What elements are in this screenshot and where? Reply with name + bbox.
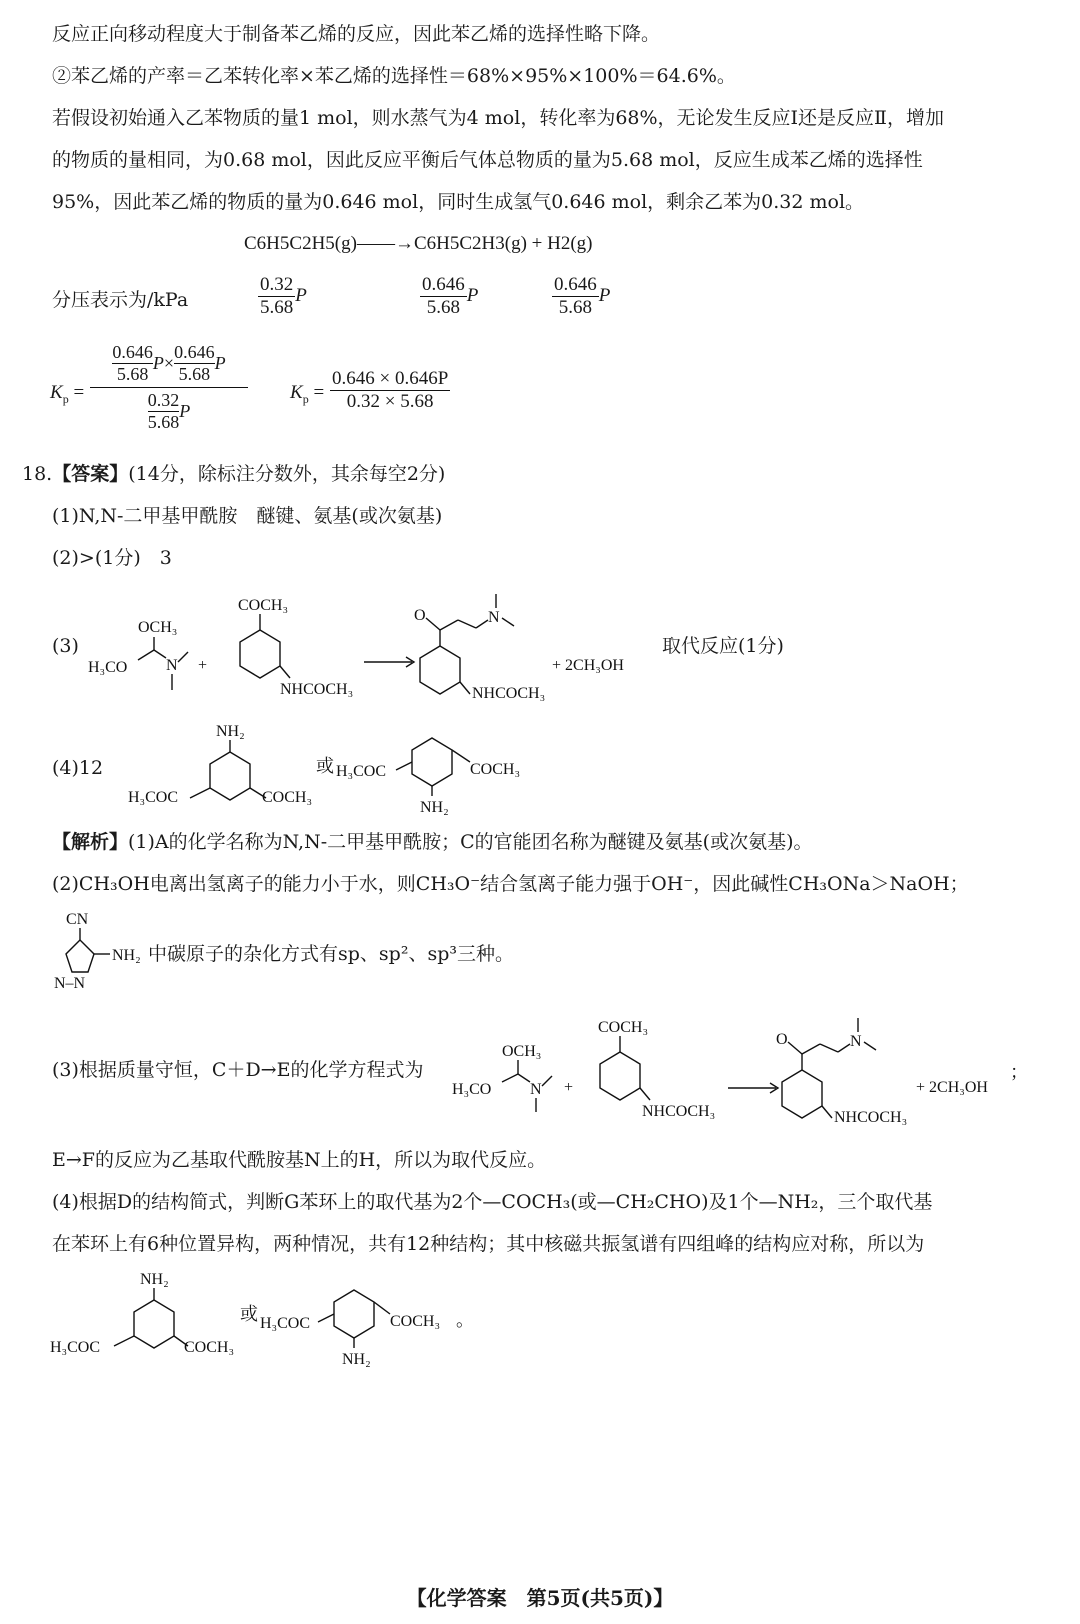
chem-n: N — [166, 657, 178, 674]
analysis-line-1: 【解析】(1)A的化学名称为N,N-二甲基甲酰胺；C的官能团名称为醚键及氨基(或次氨基)。 — [52, 831, 813, 853]
chem-o: O — [414, 607, 426, 624]
q18-answer-2: (2)>(1分) 3 — [52, 547, 172, 569]
reaction-equation — [244, 232, 593, 256]
answer-4-structures — [120, 718, 540, 818]
q18-answer-3-label: (3) — [52, 635, 79, 657]
chem-nh2: NH₂ — [216, 723, 245, 740]
pp1-p: P — [295, 284, 307, 306]
q18-answer-3-type: 取代反应(1分) — [662, 635, 784, 657]
kp-label-2: $K_p$ = — [290, 382, 325, 406]
chem-n-a: N — [530, 1081, 542, 1098]
chem-methanol-a: + 2CH₃OH — [916, 1079, 988, 1096]
reaction-scheme-analysis — [450, 1012, 1030, 1142]
chem-h3co: H₃CO — [88, 659, 128, 676]
chem-coch3: COCH₃ — [238, 597, 289, 614]
para-line-4: 的物质的量相同，为0.68 mol，因此反应平衡后气体总物质的量为5.68 mol，反应生成苯乙烯的选择性 — [52, 149, 923, 171]
pp1-num: 0.32 — [260, 274, 294, 295]
q18-header: 18.【答案】(14分，除标注分数外，其余每空2分) — [22, 463, 446, 485]
analysis-line-6: (4)根据D的结构简式，判断G苯环上的取代基为2个—COCH₃(或—CH₂CHO)及1个—NH₂，三个取代基 — [52, 1191, 933, 1213]
kp-label: $K_p$ = — [50, 382, 85, 406]
chem-cn: CN — [66, 911, 89, 928]
pp3-num: 0.646 — [554, 274, 597, 295]
pp2-den: 5.68 — [426, 297, 460, 318]
chem-och3: OCH₃ — [138, 619, 178, 636]
chem-nn: N–N — [54, 975, 86, 992]
pp2-num: 0.646 — [422, 274, 465, 295]
chem-coch3-s2: COCH₃ — [470, 761, 521, 778]
para-line-5: 95%，因此苯乙烯的物质的量为0.646 mol，同时生成氢气0.646 mol，剩余乙苯为0.32 mol。 — [52, 191, 865, 213]
q18-answer-1: (1)N,N-二甲基甲酰胺 醚键、氨基(或次氨基) — [52, 505, 443, 527]
chem-nh2-s2: NH₂ — [420, 799, 449, 816]
chem-o-a: O — [776, 1031, 788, 1048]
pp-fraction-3 — [552, 274, 610, 319]
analysis-4-structures — [44, 1262, 484, 1372]
pyrazole-structure — [50, 906, 150, 996]
kp-rhs-num: 0.646 × 0.646P — [332, 368, 449, 389]
reaction-scheme-answer — [80, 590, 660, 720]
chem-nhcoch3-product: NHCOCH₃ — [472, 685, 546, 702]
eq-reactant: C6H5C2H5(g) — [244, 233, 357, 254]
pp3-p: P — [598, 284, 611, 306]
q18-answer-4-or: 或 — [316, 756, 334, 777]
chem-coch3-a: COCH₃ — [598, 1019, 649, 1036]
analysis-line-7: 在苯环上有6种位置异构，两种情况，共有12种结构；其中核磁共振氢谱有四组峰的结构应对称，所以为 — [52, 1233, 925, 1255]
eq-product: C6H5C2H3(g) + H2(g) — [413, 233, 593, 254]
eq-arrow: ——→ — [356, 233, 414, 254]
pp1-den: 5.68 — [260, 297, 294, 318]
kp-compound-fraction: 0.646 5.68 P × $\frac{0.646}{5.68}$ P 0.32 5.68 P — [90, 342, 248, 433]
analysis-line-5: E→F的反应为乙基取代酰胺基N上的H，所以为取代反应。 — [52, 1149, 547, 1171]
analysis-line-8-or: 或 — [240, 1304, 258, 1325]
chem-n-product: N — [488, 609, 500, 626]
chem-h3co-a: H₃CO — [452, 1081, 492, 1098]
chem-och3-a: OCH₃ — [502, 1043, 542, 1060]
pp-fraction-1 — [258, 274, 307, 319]
kp-rhs-den: 0.32 × 5.68 — [330, 390, 450, 413]
kp-rhs-fraction — [330, 368, 450, 413]
chem-nh2-b2: NH₂ — [342, 1351, 371, 1368]
chem-nhcoch3: NHCOCH₃ — [280, 681, 354, 698]
chem-methanol: + 2CH₃OH — [552, 657, 624, 674]
chem-plus: + — [198, 657, 208, 674]
analysis-line-8-end: 。 — [456, 1310, 474, 1331]
para-line-1: 反应正向移动程度大于制备苯乙烯的反应，因此苯乙烯的选择性略下降。 — [52, 23, 661, 45]
chem-nhcoch3-product-a: NHCOCH₃ — [834, 1109, 908, 1126]
chem-coch3-b2: COCH₃ — [390, 1313, 441, 1330]
pp3-den: 5.68 — [558, 297, 592, 318]
partial-pressure-label: 分压表示为/kPa — [52, 289, 189, 311]
para-line-3: 若假设初始通入乙苯物质的量1 mol，则水蒸气为4 mol，转化率为68%，无论发生反应Ⅰ还是反应Ⅱ，增加 — [52, 107, 944, 129]
chem-coch3-b1: COCH₃ — [184, 1339, 235, 1356]
para-line-2: ②苯乙烯的产率＝乙苯转化率×苯乙烯的选择性＝68%×95%×100%＝64.6%。 — [52, 65, 736, 87]
chem-nh2-b1: NH₂ — [140, 1271, 169, 1288]
chem-nhcoch3-a: NHCOCH₃ — [642, 1103, 716, 1120]
chem-plus-a: + — [564, 1079, 574, 1096]
pp2-p: P — [466, 284, 479, 306]
pp-fraction-2 — [420, 274, 478, 319]
analysis-line-3: 中碳原子的杂化方式有sp、sp²、sp³三种。 — [148, 943, 514, 965]
analysis-line-4: (3)根据质量守恒，C＋D→E的化学方程式为 — [52, 1059, 424, 1081]
chem-nh2-pyrazole: NH₂ — [112, 947, 141, 964]
page-footer: 【化学答案 第5页(共5页)】 — [406, 1586, 674, 1610]
chem-n-product-a: N — [850, 1033, 862, 1050]
analysis-line-4-end: ； — [1010, 1062, 1028, 1083]
chem-coch3-s1: COCH₃ — [262, 789, 313, 806]
chem-h3coc: H₃COC — [128, 789, 179, 806]
chem-h3coc-b1: H₃COC — [50, 1339, 101, 1356]
chem-h3coc-b2: H₃COC — [260, 1315, 311, 1332]
chem-h3coc-s2: H₃COC — [336, 763, 387, 780]
q18-answer-4-label: (4)12 — [52, 757, 104, 779]
analysis-line-2: (2)CH₃OH电离出氢离子的能力小于水，则CH₃O⁻结合氢离子能力强于OH⁻，因此碱性CH₃ONa＞NaOH； — [52, 873, 969, 895]
